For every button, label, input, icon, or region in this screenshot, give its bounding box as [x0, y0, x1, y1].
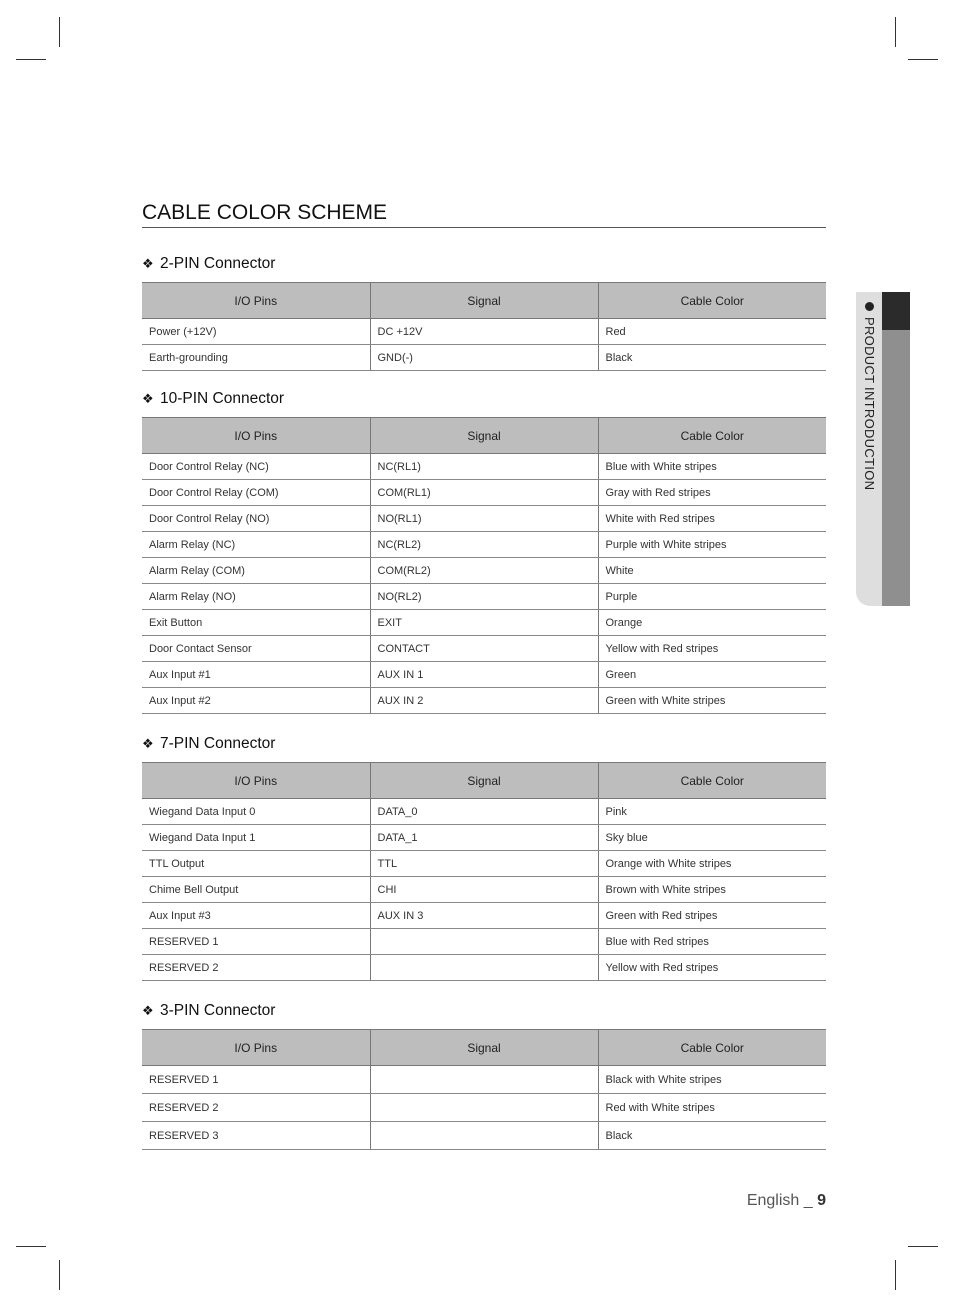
- table-row: Aux Input #1 AUX IN 1 Green: [142, 662, 826, 688]
- table-row: RESERVED 3 Black: [142, 1122, 826, 1150]
- crop-mark: [908, 1246, 938, 1247]
- tab-marker: [882, 292, 910, 330]
- table-row: RESERVED 2 Yellow with Red stripes: [142, 955, 826, 981]
- table-row: TTL Output TTL Orange with White stripes: [142, 851, 826, 877]
- table-row: Aux Input #3 AUX IN 3 Green with Red stripes: [142, 903, 826, 929]
- section-3pin: [142, 1001, 826, 1150]
- header-io-pins: I/O Pins: [142, 283, 370, 319]
- table-row: Wiegand Data Input 0 DATA_0 Pink: [142, 799, 826, 825]
- page-number: 9: [817, 1192, 826, 1209]
- table-row: Power (+12V) DC +12V Red: [142, 319, 826, 345]
- section-heading: ❖ 10-PIN Connector: [142, 390, 285, 407]
- crop-mark: [895, 17, 896, 47]
- diamond-bullet-icon: ❖: [142, 736, 154, 751]
- header-signal: Signal: [370, 763, 598, 799]
- table-row: Wiegand Data Input 1 DATA_1 Sky blue: [142, 825, 826, 851]
- crop-mark: [895, 1260, 896, 1290]
- table-row: RESERVED 1 Black with White stripes: [142, 1066, 826, 1094]
- header-signal: Signal: [370, 418, 598, 454]
- page-title: CABLE COLOR SCHEME: [142, 201, 826, 228]
- header-io-pins: I/O Pins: [142, 763, 370, 799]
- crop-mark: [908, 59, 938, 60]
- table-row: Door Contact Sensor CONTACT Yellow with Red stripes: [142, 636, 826, 662]
- connector-table: [142, 762, 826, 981]
- table-row: Chime Bell Output CHI Brown with White stripes: [142, 877, 826, 903]
- page-footer: [747, 1192, 826, 1210]
- table-row: Alarm Relay (NO) NO(RL2) Purple: [142, 584, 826, 610]
- header-signal: Signal: [370, 283, 598, 319]
- section-2pin: [142, 254, 826, 371]
- tab-stripe: [882, 330, 910, 606]
- connector-table: [142, 417, 826, 714]
- header-io-pins: I/O Pins: [142, 418, 370, 454]
- diamond-bullet-icon: ❖: [142, 1003, 154, 1018]
- diamond-bullet-icon: ❖: [142, 256, 154, 271]
- table-row: RESERVED 1 Blue with Red stripes: [142, 929, 826, 955]
- table-row: Door Control Relay (COM) COM(RL1) Gray with Red stripes: [142, 480, 826, 506]
- bullet-dot-icon: [865, 302, 874, 311]
- chapter-side-tab: [856, 292, 910, 606]
- crop-mark: [59, 1260, 60, 1290]
- crop-mark: [16, 59, 46, 60]
- crop-mark: [59, 17, 60, 47]
- header-signal: Signal: [370, 1030, 598, 1066]
- connector-table: [142, 1029, 826, 1150]
- header-cable-color: Cable Color: [598, 763, 826, 799]
- header-cable-color: Cable Color: [598, 1030, 826, 1066]
- section-7pin: [142, 734, 826, 981]
- chapter-label: PRODUCT INTRODUCTION: [862, 302, 877, 490]
- table-row: RESERVED 2 Red with White stripes: [142, 1094, 826, 1122]
- table-row: Alarm Relay (COM) COM(RL2) White: [142, 558, 826, 584]
- table-row: Aux Input #2 AUX IN 2 Green with White stripes: [142, 688, 826, 714]
- table-row: Earth-grounding GND(-) Black: [142, 345, 826, 371]
- table-row: Door Control Relay (NC) NC(RL1) Blue with White stripes: [142, 454, 826, 480]
- section-heading: ❖ 2-PIN Connector: [142, 255, 276, 272]
- table-row: Alarm Relay (NC) NC(RL2) Purple with White stripes: [142, 532, 826, 558]
- section-heading: ❖ 3-PIN Connector: [142, 1002, 276, 1019]
- connector-table: [142, 282, 826, 371]
- header-io-pins: I/O Pins: [142, 1030, 370, 1066]
- header-cable-color: Cable Color: [598, 418, 826, 454]
- table-row: Door Control Relay (NO) NO(RL1) White with Red stripes: [142, 506, 826, 532]
- header-cable-color: Cable Color: [598, 283, 826, 319]
- table-row: Exit Button EXIT Orange: [142, 610, 826, 636]
- footer-language: English _: [746, 1192, 818, 1209]
- diamond-bullet-icon: ❖: [142, 391, 154, 406]
- section-10pin: [142, 389, 826, 714]
- section-heading: ❖ 7-PIN Connector: [142, 735, 276, 752]
- crop-mark: [16, 1246, 46, 1247]
